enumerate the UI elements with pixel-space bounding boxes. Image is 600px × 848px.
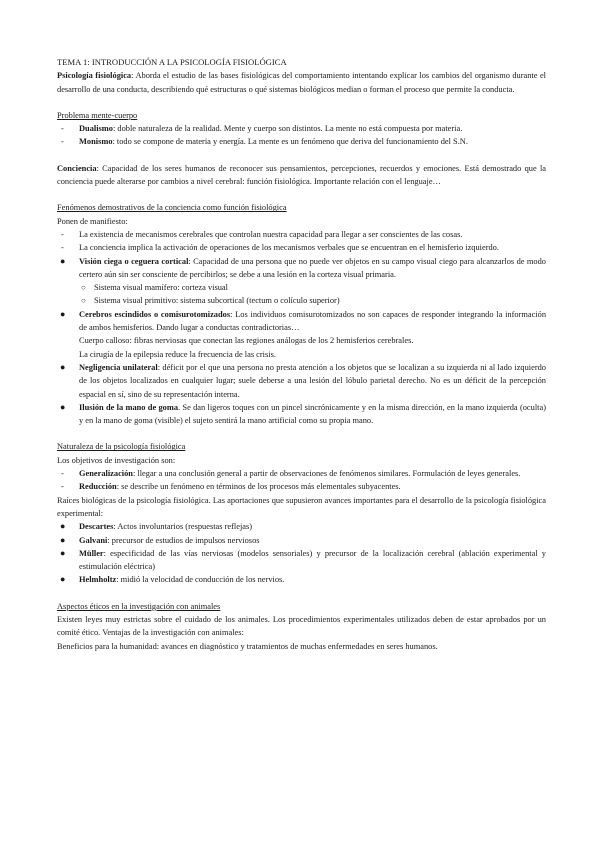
item-text: : precursor de estudios de impulsos nerviosos bbox=[107, 535, 260, 545]
mind-body-heading: Problema mente-cuerpo bbox=[57, 110, 138, 120]
list-item bbox=[57, 308, 546, 335]
item-text: La existencia de mecanismos cerebrales que controlan nuestra capacidad para llegar a ser conscientes de las cosas. bbox=[79, 229, 463, 239]
nature-lead: Los objetivos de investigación son: bbox=[57, 455, 176, 465]
term: Descartes bbox=[79, 522, 114, 532]
bullet-marker: ● bbox=[60, 308, 66, 319]
list-item bbox=[57, 547, 546, 574]
dash-marker: - bbox=[61, 243, 64, 253]
phenomena-lead: Ponen de manifiesto: bbox=[57, 216, 128, 226]
list-item bbox=[57, 294, 546, 307]
term: Helmholtz bbox=[79, 575, 117, 585]
intro-term: Psicología fisiológica bbox=[57, 71, 132, 81]
list-item bbox=[57, 520, 546, 533]
split-extra-2: La cirugía de la epilepsia reduce la frecuencia de las crisis. bbox=[79, 349, 276, 359]
term: Reducción bbox=[79, 482, 117, 492]
item-text: : especificidad de las vías nerviosas (modelos sensoriales) y precursor de la localización cerebral (ablación experimental y estimulación eléctrica) bbox=[79, 548, 546, 572]
term: Cerebros escindidos o comisurotomizados bbox=[79, 309, 231, 319]
item-text: : Actos involuntarios (respuestas reflejas) bbox=[113, 522, 253, 532]
document-title: TEMA 1: INTRODUCCIÓN A LA PSICOLOGÍA FISIOLÓGICA bbox=[57, 57, 287, 67]
ethics-paragraph-2: Beneficios para la humanidad: avances en diagnóstico y tratamientos de muchas enfermedades en seres humanos. bbox=[57, 641, 438, 651]
dash-marker: - bbox=[61, 482, 64, 492]
bullet-marker: ● bbox=[60, 255, 66, 266]
circle-marker: ○ bbox=[81, 283, 86, 293]
consciousness-text: : Capacidad de los seres humanos de reconocer sus pensamientos, percepciones, recuerdos y emociones. Está demostrado que la conciencia puede alterarse por cambios a nivel cerebral: función fisiológica. Importante relación con el lenguaje… bbox=[57, 163, 546, 187]
term: Monismo bbox=[79, 137, 113, 147]
consciousness-paragraph bbox=[57, 162, 546, 189]
consciousness-term: Conciencia bbox=[57, 163, 97, 173]
item-text: : déficit por el que una persona no presta atención a los objetos que se localizan a su izquierda ni al lado izquierdo de los objetos localizados en cualquier lugar; suele deberse a una lesión del lóbulo parietal derecho. No es un déficit de la percepción espacial en sí, sino de su representación interna. bbox=[79, 362, 546, 399]
list-item bbox=[57, 480, 546, 493]
term: Galvani bbox=[79, 535, 108, 545]
ethics-paragraph-1: Existen leyes muy estrictas sobre el cuidado de los animales. Los procedimientos experimentales utilizados deben de estar aprobados por un comité ético. Ventajas de la investigación con animales: bbox=[57, 614, 546, 638]
item-text: : se describe un fenómeno en términos de los procesos más elementales subyacentes. bbox=[116, 482, 401, 492]
item-text: : Los individuos comisurotomizados no son capaces de responder integrando la información de ambos hemisferios. Dando lugar a conductas contradictorias… bbox=[79, 309, 547, 333]
dash-marker: - bbox=[61, 469, 64, 479]
term: Müller bbox=[79, 548, 104, 558]
term: Generalización bbox=[79, 469, 133, 479]
term: Dualismo bbox=[79, 124, 113, 134]
list-item bbox=[57, 534, 546, 547]
term: Visión ciega o ceguera cortical bbox=[79, 256, 189, 266]
intro-text: : Aborda el estudio de las bases fisiológicas del comportamiento intentando explicar los cambios del organismo durante el desarrollo de una conducta, describiendo qué estructuras o qué sistemas biológicos median o forman el proceso que permite la conducta. bbox=[57, 71, 546, 94]
item-text: : todo se compone de materia y energía. La mente es un fenómeno que deriva del funcionamiento del S.N. bbox=[112, 137, 468, 147]
dash-marker: - bbox=[61, 229, 64, 239]
document-page bbox=[57, 56, 546, 653]
item-text: : doble naturaleza de la realidad. Mente y cuerpo son distintos. La mente no está compuesta por materia. bbox=[112, 124, 463, 134]
dash-marker: - bbox=[61, 124, 64, 134]
list-item bbox=[57, 135, 546, 148]
nature-heading: Naturaleza de la psicología fisiológica bbox=[57, 442, 186, 452]
bullet-marker: ● bbox=[60, 521, 66, 532]
dash-marker: - bbox=[61, 137, 64, 147]
bullet-marker: ● bbox=[60, 534, 66, 545]
circle-marker: ○ bbox=[81, 296, 86, 306]
item-text: : llegar a una conclusión general a partir de observaciones de fenómenos similares. Formulación de leyes generales. bbox=[132, 469, 521, 479]
list-item bbox=[57, 255, 546, 282]
item-text: La conciencia implica la activación de operaciones de los mecanismos verbales que se encuentran en el hemisferio izquierdo. bbox=[79, 243, 499, 253]
bullet-marker: ● bbox=[60, 547, 66, 558]
ethics-heading: Aspectos éticos en la investigación con animales bbox=[57, 601, 221, 611]
item-text: : Capacidad de una persona que no puede ver objetos en su campo visual ciego para alcanzarlos de modo certero aún sin ser consciente de percibirlos; se debe a una lesión en la corteza visual primaria. bbox=[79, 256, 546, 279]
term: Ilusión de la mano de goma bbox=[79, 402, 179, 412]
phenomena-heading: Fenómenos demostrativos de la conciencia como función fisiológica bbox=[57, 203, 287, 213]
roots-paragraph: Raíces biológicas de la psicología fisiológica. Las aportaciones que supusieron avances importantes para el desarrollo de la psicología fisiológica experimental: bbox=[57, 495, 546, 518]
item-text: Sistema visual mamífero: corteza visual bbox=[94, 283, 228, 293]
list-item bbox=[57, 467, 546, 480]
item-text: . Se dan ligeros toques con un pincel sincrónicamente y en la misma dirección, en la mano izquierda (oculta) y en la mano de goma (visible) el sujeto sentirá la mano artificial como su propia mano. bbox=[79, 402, 546, 426]
split-extra-1: Cuerpo calloso: fibras nerviosas que conectan las regiones análogas de los 2 hemisferios cerebrales. bbox=[79, 336, 414, 346]
bullet-marker: ● bbox=[60, 574, 66, 585]
list-item bbox=[57, 281, 546, 294]
bullet-marker: ● bbox=[60, 401, 66, 412]
list-item bbox=[57, 241, 546, 254]
intro-paragraph bbox=[57, 69, 546, 96]
list-item bbox=[57, 228, 546, 241]
list-item bbox=[57, 573, 546, 586]
item-text: : midió la velocidad de conducción de los nervios. bbox=[116, 575, 285, 585]
item-text: Sistema visual primitivo: sistema subcortical (tectum o colículo superior) bbox=[94, 296, 340, 306]
term: Negligencia unilateral bbox=[79, 362, 158, 372]
list-item bbox=[57, 361, 546, 401]
list-item bbox=[57, 122, 546, 135]
list-item bbox=[57, 401, 546, 428]
bullet-marker: ● bbox=[60, 361, 66, 372]
